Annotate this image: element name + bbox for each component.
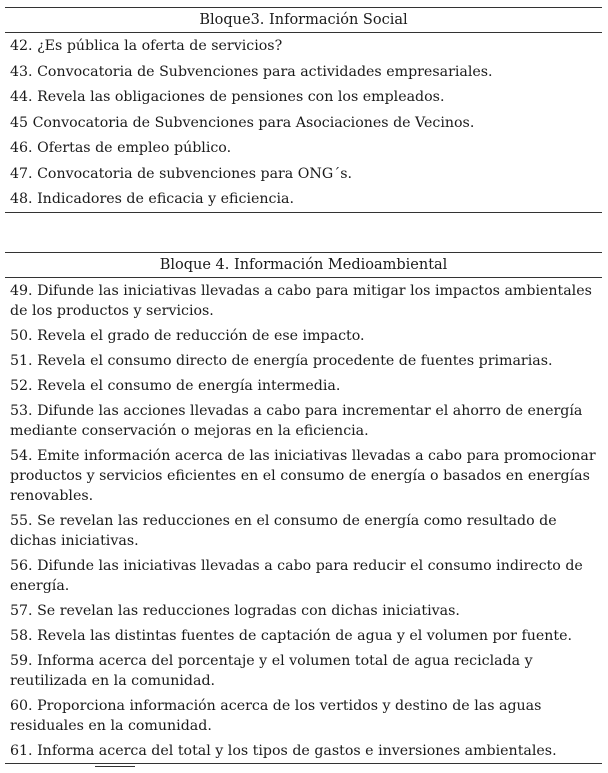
table-row: 43. Convocatoria de Subvenciones para actividades empresariales. (10, 63, 493, 80)
block4-table (5, 252, 602, 764)
block3-table (5, 7, 602, 213)
table-row: 42. ¿Es pública la oferta de servicios? (10, 38, 283, 54)
block4-rows (5, 278, 602, 764)
table-row: 57. Se revelan las reducciones logradas con dichas iniciativas. (10, 603, 460, 619)
table-row: 53. Difunde las acciones llevadas a cabo para incrementar el ahorro de energía mediante conservación o mejoras en la eficiencia. (10, 403, 583, 439)
block3-rows (5, 33, 602, 213)
table-row: 58. Revela las distintas fuentes de captación de agua y el volumen por fuente. (10, 628, 572, 644)
table-row: 56. Difunde las iniciativas llevadas a cabo para reducir el consumo indirecto de energía. (10, 558, 583, 594)
table-row: 48. Indicadores de eficacia y eficiencia. (10, 191, 294, 207)
table-row: 54. Emite información acerca de las iniciativas llevadas a cabo para promocionar productos y servicios eficientes en el consumo de energía o basados en energías renovables. (10, 448, 596, 504)
table-row: 45 Convocatoria de Subvenciones para Asociaciones de Vecinos. (10, 114, 475, 131)
table-row: 46. Ofertas de empleo público. (10, 140, 232, 156)
table-row: 51. Revela el consumo directo de energía procedente de fuentes primarias. (10, 353, 553, 369)
table-row: 60. Proporciona información acerca de los vertidos y destino de las aguas residuales en la comunidad. (10, 698, 542, 734)
table-row: 59. Informa acerca del porcentaje y el volumen total de agua reciclada y reutilizada en la comunidad. (10, 653, 533, 689)
table-row: 50. Revela el grado de reducción de ese impacto. (10, 328, 365, 344)
table-row: 52. Revela el consumo de energía intermedia. (10, 378, 341, 394)
table-row: 44. Revela las obligaciones de pensiones con los empleados. (10, 89, 445, 105)
table-row: 49. Difunde las iniciativas llevadas a cabo para mitigar los impactos ambientales de los productos y servicios. (10, 283, 592, 319)
table-row: 61. Informa acerca del total y los tipos de gastos e inversiones ambientales. (10, 743, 557, 759)
table-row: 55. Se revelan las reducciones en el consumo de energía como resultado de dichas iniciativas. (10, 513, 557, 549)
table-row: 47. Convocatoria de subvenciones para ONG´s. (10, 165, 353, 182)
block3-title: Bloque3. Información Social (5, 7, 602, 33)
block4-title: Bloque 4. Información Medioambiental (5, 252, 602, 278)
footnote-rule (95, 766, 135, 767)
